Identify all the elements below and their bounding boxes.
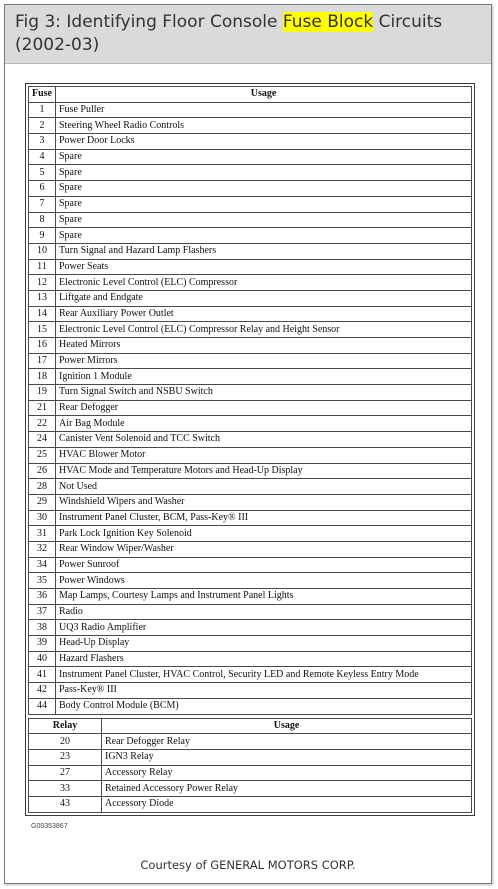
fuse-row-usage: Instrument Panel Cluster, BCM, Pass-Key® III (56, 510, 472, 526)
relay-table-body (29, 734, 472, 812)
fuse-row-number: 29 (29, 494, 56, 510)
fuse-table-body (29, 102, 472, 714)
fuse-row-number: 14 (29, 306, 56, 322)
fuse-row-usage: Power Mirrors (56, 353, 472, 369)
fuse-row-number: 16 (29, 338, 56, 354)
fuse-row (29, 683, 472, 699)
fuse-row-usage: Spare (56, 181, 472, 197)
fuse-row (29, 149, 472, 165)
relay-row-usage: Retained Accessory Power Relay (102, 781, 472, 797)
fuse-row-usage: Radio (56, 604, 472, 620)
fuse-row (29, 432, 472, 448)
fuse-row-usage: Not Used (56, 479, 472, 495)
fuse-row-usage: Air Bag Module (56, 416, 472, 432)
fuse-row-usage: Instrument Panel Cluster, HVAC Control, Security LED and Remote Keyless Entry Mode (56, 667, 472, 683)
fuse-row (29, 589, 472, 605)
relay-usage-column-header: Usage (102, 718, 472, 734)
fuse-row (29, 651, 472, 667)
fuse-row-number: 5 (29, 165, 56, 181)
fuse-row-number: 7 (29, 196, 56, 212)
fuse-row (29, 557, 472, 573)
fuse-row-usage: Electronic Level Control (ELC) Compressor (56, 275, 472, 291)
fuse-row (29, 636, 472, 652)
fuse-row (29, 494, 472, 510)
fuse-row (29, 102, 472, 118)
fuse-row-usage: Heated Mirrors (56, 338, 472, 354)
relay-row (29, 734, 472, 750)
fuse-row-number: 17 (29, 353, 56, 369)
fuse-table (28, 86, 472, 715)
fuse-row (29, 526, 472, 542)
relay-row-usage: Accessory Diode (102, 796, 472, 812)
fuse-row-number: 15 (29, 322, 56, 338)
fuse-row-number: 32 (29, 541, 56, 557)
fuse-row-usage: Power Door Locks (56, 134, 472, 150)
fuse-row-usage: Canister Vent Solenoid and TCC Switch (56, 432, 472, 448)
fuse-row-usage: HVAC Blower Motor (56, 447, 472, 463)
fuse-row-number: 11 (29, 259, 56, 275)
fuse-row-usage: Spare (56, 196, 472, 212)
fuse-row-number: 41 (29, 667, 56, 683)
fuse-row-usage: Power Seats (56, 259, 472, 275)
fuse-row-usage: Windshield Wipers and Washer (56, 494, 472, 510)
title-highlight: Fuse Block (282, 12, 374, 32)
fuse-row-number: 36 (29, 589, 56, 605)
fuse-row-usage: Turn Signal and Hazard Lamp Flashers (56, 243, 472, 259)
fuse-row (29, 463, 472, 479)
fuse-row-number: 19 (29, 385, 56, 401)
fuse-row-number: 34 (29, 557, 56, 573)
fuse-row (29, 541, 472, 557)
relay-row (29, 781, 472, 797)
fuse-row (29, 228, 472, 244)
fuse-row-number: 37 (29, 604, 56, 620)
fuse-row-number: 8 (29, 212, 56, 228)
fuse-row-number: 38 (29, 620, 56, 636)
fuse-row-number: 30 (29, 510, 56, 526)
fuse-row (29, 165, 472, 181)
fuse-row (29, 667, 472, 683)
fuse-row-usage: Power Windows (56, 573, 472, 589)
fuse-row-number: 26 (29, 463, 56, 479)
fuse-row (29, 181, 472, 197)
relay-row-number: 27 (29, 765, 102, 781)
figure-title (15, 11, 483, 57)
fuse-row-number: 40 (29, 651, 56, 667)
fuse-row (29, 573, 472, 589)
fuse-row (29, 400, 472, 416)
fuse-row-number: 25 (29, 447, 56, 463)
fuse-row-usage: Spare (56, 149, 472, 165)
fuse-row-number: 6 (29, 181, 56, 197)
fuse-row-usage: Head-Up Display (56, 636, 472, 652)
fuse-row-number: 9 (29, 228, 56, 244)
relay-row-number: 20 (29, 734, 102, 750)
fuse-row-usage: HVAC Mode and Temperature Motors and Head-Up Display (56, 463, 472, 479)
figure-id: G00353867 (31, 823, 68, 830)
fuse-row-number: 28 (29, 479, 56, 495)
fuse-column-header: Fuse (29, 87, 56, 103)
fuse-row-usage: Spare (56, 165, 472, 181)
fuse-row-number: 18 (29, 369, 56, 385)
fuse-row (29, 118, 472, 134)
fuse-row (29, 416, 472, 432)
fuse-row-number: 1 (29, 102, 56, 118)
fuse-row-number: 24 (29, 432, 56, 448)
relay-table (28, 718, 472, 813)
figure-header (5, 5, 491, 64)
fuse-row-usage: Power Sunroof (56, 557, 472, 573)
fuse-row (29, 447, 472, 463)
fuse-row-usage: Hazard Flashers (56, 651, 472, 667)
fuse-row-number: 39 (29, 636, 56, 652)
relay-row (29, 765, 472, 781)
fuse-row (29, 243, 472, 259)
relay-row (29, 749, 472, 765)
fuse-row-usage: Fuse Puller (56, 102, 472, 118)
fuse-row-usage: Map Lamps, Courtesy Lamps and Instrument Panel Lights (56, 589, 472, 605)
fuse-row-number: 21 (29, 400, 56, 416)
usage-column-header: Usage (56, 87, 472, 103)
fuse-row-number: 13 (29, 290, 56, 306)
fuse-row (29, 338, 472, 354)
fuse-row-number: 31 (29, 526, 56, 542)
fuse-diagram (25, 83, 475, 816)
fuse-row (29, 385, 472, 401)
fuse-row-usage: Pass-Key® III (56, 683, 472, 699)
fuse-row-usage: Liftgate and Endgate (56, 290, 472, 306)
title-text-end: Circuits (2002-03) (15, 12, 443, 55)
fuse-row (29, 259, 472, 275)
fuse-row-usage: Spare (56, 228, 472, 244)
fuse-row-usage: Rear Defogger (56, 400, 472, 416)
fuse-row-usage: Spare (56, 212, 472, 228)
courtesy-caption: Courtesy of GENERAL MOTORS CORP. (140, 858, 356, 872)
fuse-row (29, 275, 472, 291)
fuse-row-usage: Turn Signal Switch and NSBU Switch (56, 385, 472, 401)
fuse-row (29, 698, 472, 714)
figure-frame (4, 4, 492, 884)
fuse-row-usage: Rear Window Wiper/Washer (56, 541, 472, 557)
relay-row-usage: Accessory Relay (102, 765, 472, 781)
fuse-row-number: 10 (29, 243, 56, 259)
relay-column-header: Relay (29, 718, 102, 734)
fuse-row (29, 322, 472, 338)
fuse-row-usage: Rear Auxiliary Power Outlet (56, 306, 472, 322)
fuse-row-number: 2 (29, 118, 56, 134)
relay-row-number: 43 (29, 796, 102, 812)
fuse-row-number: 3 (29, 134, 56, 150)
fuse-row-usage: UQ3 Radio Amplifier (56, 620, 472, 636)
title-text-start: Fig 3: Identifying Floor Console (15, 12, 283, 32)
relay-row-number: 33 (29, 781, 102, 797)
fuse-row-usage: Body Control Module (BCM) (56, 698, 472, 714)
fuse-row-usage: Park Lock Ignition Key Solenoid (56, 526, 472, 542)
fuse-row (29, 479, 472, 495)
fuse-row (29, 196, 472, 212)
fuse-row-usage: Electronic Level Control (ELC) Compressor Relay and Height Sensor (56, 322, 472, 338)
fuse-row (29, 620, 472, 636)
fuse-row (29, 212, 472, 228)
fuse-row-number: 44 (29, 698, 56, 714)
relay-row (29, 796, 472, 812)
fuse-row (29, 134, 472, 150)
fuse-row-number: 22 (29, 416, 56, 432)
relay-row-usage: Rear Defogger Relay (102, 734, 472, 750)
fuse-row (29, 369, 472, 385)
fuse-row (29, 604, 472, 620)
relay-row-usage: IGN3 Relay (102, 749, 472, 765)
fuse-row-number: 35 (29, 573, 56, 589)
fuse-row (29, 290, 472, 306)
relay-row-number: 23 (29, 749, 102, 765)
fuse-row (29, 510, 472, 526)
fuse-row-usage: Ignition 1 Module (56, 369, 472, 385)
relay-table-header (29, 718, 472, 734)
fuse-row (29, 353, 472, 369)
fuse-row-usage: Steering Wheel Radio Controls (56, 118, 472, 134)
fuse-row-number: 42 (29, 683, 56, 699)
fuse-table-header (29, 87, 472, 103)
fuse-row (29, 306, 472, 322)
fuse-row-number: 4 (29, 149, 56, 165)
fuse-row-number: 12 (29, 275, 56, 291)
